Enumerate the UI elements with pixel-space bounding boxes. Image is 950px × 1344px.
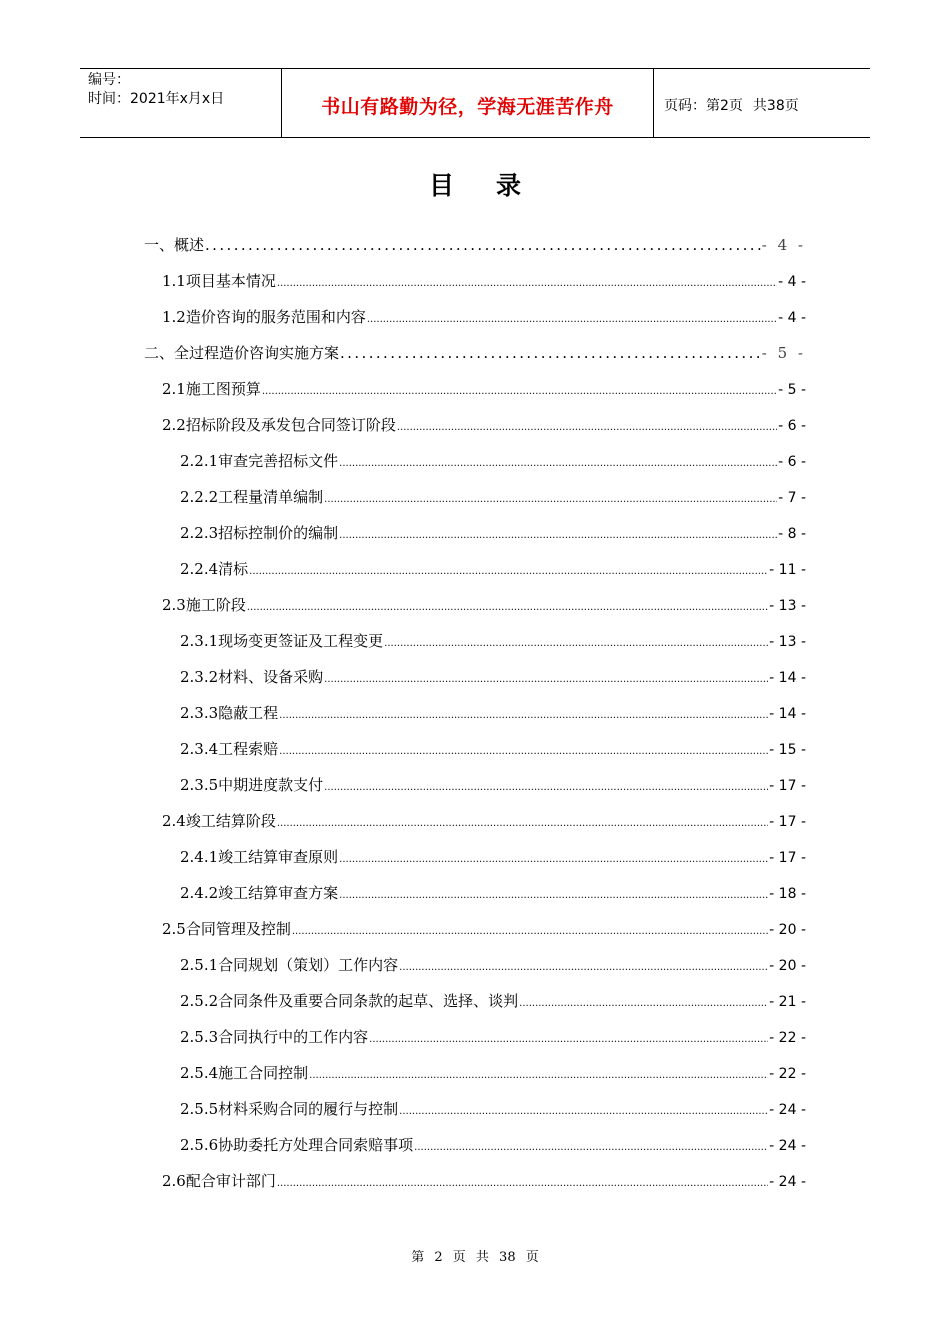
toc-entry[interactable] [180, 558, 806, 584]
toc-entry-page: - 17 - [769, 850, 806, 866]
toc-entry-page: - 14 - [769, 706, 806, 722]
toc-entry-label: 2.2招标阶段及承发包合同签订阶段 [162, 416, 396, 434]
toc-entry-label: 2.3.2材料、设备采购 [180, 668, 324, 686]
toc-entry-label: 2.3.4工程索赔 [180, 740, 279, 758]
toc-entry-label: 2.1施工图预算 [162, 380, 261, 398]
toc-entry[interactable] [162, 270, 806, 296]
toc-entry-label: 一、概述 [144, 236, 205, 254]
toc-entry-label: 2.5合同管理及控制 [162, 920, 291, 938]
toc-entry-page: - 11 - [769, 562, 806, 578]
toc-entry-page: - 24 - [769, 1102, 806, 1118]
toc-entry-page: - 20 - [769, 922, 806, 938]
toc-leader [340, 344, 761, 362]
toc-leader [414, 1142, 768, 1153]
toc-entry[interactable] [180, 666, 806, 692]
toc-leader [369, 1034, 768, 1045]
toc-entry-page: - 17 - [769, 778, 806, 794]
toc-entry-label: 2.5.2合同条件及重要合同条款的起草、选择、谈判 [180, 992, 519, 1010]
toc-leader [205, 236, 761, 254]
toc-leader [339, 854, 768, 865]
toc-entry-label: 2.2.3招标控制价的编制 [180, 524, 339, 542]
toc-leader [339, 890, 768, 901]
toc-entry-page: - 5 - [778, 382, 806, 398]
toc-entry[interactable] [162, 594, 806, 620]
toc-leader [384, 638, 768, 649]
toc-entry-label: 2.3施工阶段 [162, 596, 246, 614]
toc-entry-label: 2.4.2竣工结算审查方案 [180, 884, 339, 902]
toc-leader [399, 962, 768, 973]
toc-leader [324, 674, 768, 685]
toc-leader [249, 566, 768, 577]
toc-entry[interactable] [162, 378, 806, 404]
toc-leader [277, 1178, 768, 1189]
toc-entry[interactable] [162, 306, 806, 332]
toc-entry-page: - 13 - [769, 634, 806, 650]
toc-entry[interactable] [180, 630, 806, 656]
toc-leader [279, 746, 768, 757]
page-title: 目录 [428, 171, 563, 200]
toc-leader [324, 494, 777, 505]
toc-entry-label: 2.5.4施工合同控制 [180, 1064, 309, 1082]
toc-entry[interactable] [162, 810, 806, 836]
toc-entry[interactable] [180, 522, 806, 548]
toc-entry-label: 2.2.2工程量清单编制 [180, 488, 324, 506]
toc-entry-page: - 24 - [769, 1138, 806, 1154]
toc-entry[interactable] [180, 1062, 806, 1088]
toc-entry-label: 2.2.1审查完善招标文件 [180, 452, 339, 470]
toc-leader [309, 1070, 768, 1081]
toc-leader [292, 926, 768, 937]
toc-entry[interactable] [180, 990, 806, 1016]
toc-entry-page: - 6 - [778, 454, 806, 470]
toc-entry-label: 2.3.5中期进度款支付 [180, 776, 324, 794]
header-number: 编号： [88, 72, 130, 88]
toc-entry[interactable] [162, 414, 806, 440]
toc-entry-label: 2.6配合审计部门 [162, 1172, 276, 1190]
toc-entry-page: - 4 - [778, 274, 806, 290]
toc-entry[interactable] [180, 954, 806, 980]
toc-entry-page: - 24 - [769, 1174, 806, 1190]
header-motto: 书山有路勤为径，学海无涯苦作舟 [282, 69, 654, 137]
toc-entry[interactable] [144, 234, 806, 260]
header-page-number: 页码：第2页 [664, 98, 743, 114]
toc-entry-page: - 15 - [769, 742, 806, 758]
toc-entry-label: 2.3.3隐蔽工程 [180, 704, 279, 722]
toc-leader [277, 278, 777, 289]
toc-entry[interactable] [180, 702, 806, 728]
toc-entry-label: 1.2造价咨询的服务范围和内容 [162, 308, 366, 326]
toc-entry-label: 2.2.4清标 [180, 560, 249, 578]
toc-entry-page: - 6 - [778, 418, 806, 434]
toc-entry[interactable] [180, 882, 806, 908]
toc-entry[interactable] [162, 918, 806, 944]
toc-leader [339, 458, 777, 469]
toc-entry[interactable] [162, 1170, 806, 1196]
header-meta [80, 69, 282, 137]
toc-leader [324, 782, 768, 793]
toc-entry-label: 2.4竣工结算阶段 [162, 812, 276, 830]
toc-entry-label: 1.1项目基本情况 [162, 272, 276, 290]
toc-entry-page: - 14 - [769, 670, 806, 686]
toc-leader [339, 530, 777, 541]
toc-leader [279, 710, 768, 721]
toc-leader [519, 998, 768, 1009]
toc-entry[interactable] [180, 1098, 806, 1124]
toc-entry-page: - 22 - [769, 1066, 806, 1082]
toc-entry-page: - 20 - [769, 958, 806, 974]
toc-entry-page: - 18 - [769, 886, 806, 902]
toc-entry-label: 2.4.1竣工结算审查原则 [180, 848, 339, 866]
header-time: 时间：2021年x月x日 [88, 91, 225, 107]
toc-entry-page: - 21 - [769, 994, 806, 1010]
toc-entry-page: - 13 - [769, 598, 806, 614]
toc-entry-page: - 22 - [769, 1030, 806, 1046]
toc-entry[interactable] [144, 342, 806, 368]
toc-entry[interactable] [180, 846, 806, 872]
page-footer: 第 2 页 共 38 页 [411, 1250, 539, 1265]
toc-entry-page: - 4 - [761, 236, 806, 254]
toc-entry-label: 2.5.6协助委托方处理合同索赔事项 [180, 1136, 414, 1154]
toc-leader [399, 1106, 768, 1117]
toc-entry-label: 2.5.1合同规划（策划）工作内容 [180, 956, 399, 974]
toc-entry-label: 2.5.5材料采购合同的履行与控制 [180, 1100, 399, 1118]
toc-entry[interactable] [180, 1134, 806, 1160]
toc-entry[interactable] [180, 486, 806, 512]
header-page-info [654, 69, 870, 137]
toc-entry-page: - 8 - [778, 526, 806, 542]
toc-entry-label: 2.5.3合同执行中的工作内容 [180, 1028, 369, 1046]
toc-entry[interactable] [180, 774, 806, 800]
toc-entry[interactable] [180, 738, 806, 764]
page-header [80, 68, 870, 138]
toc-entry-page: - 7 - [778, 490, 806, 506]
toc-entry-label: 2.3.1现场变更签证及工程变更 [180, 632, 384, 650]
toc-leader [262, 386, 777, 397]
toc-entry[interactable] [180, 450, 806, 476]
toc-entry-page: - 5 - [761, 344, 806, 362]
toc-entry-page: - 4 - [778, 310, 806, 326]
toc-entry-page: - 17 - [769, 814, 806, 830]
toc-leader [397, 422, 777, 433]
toc-entry[interactable] [180, 1026, 806, 1052]
toc-entry-label: 二、全过程造价咨询实施方案 [144, 344, 340, 362]
header-page-total: 共38页 [752, 98, 799, 114]
toc-leader [367, 314, 777, 325]
toc-leader [247, 602, 768, 613]
toc-leader [277, 818, 768, 829]
